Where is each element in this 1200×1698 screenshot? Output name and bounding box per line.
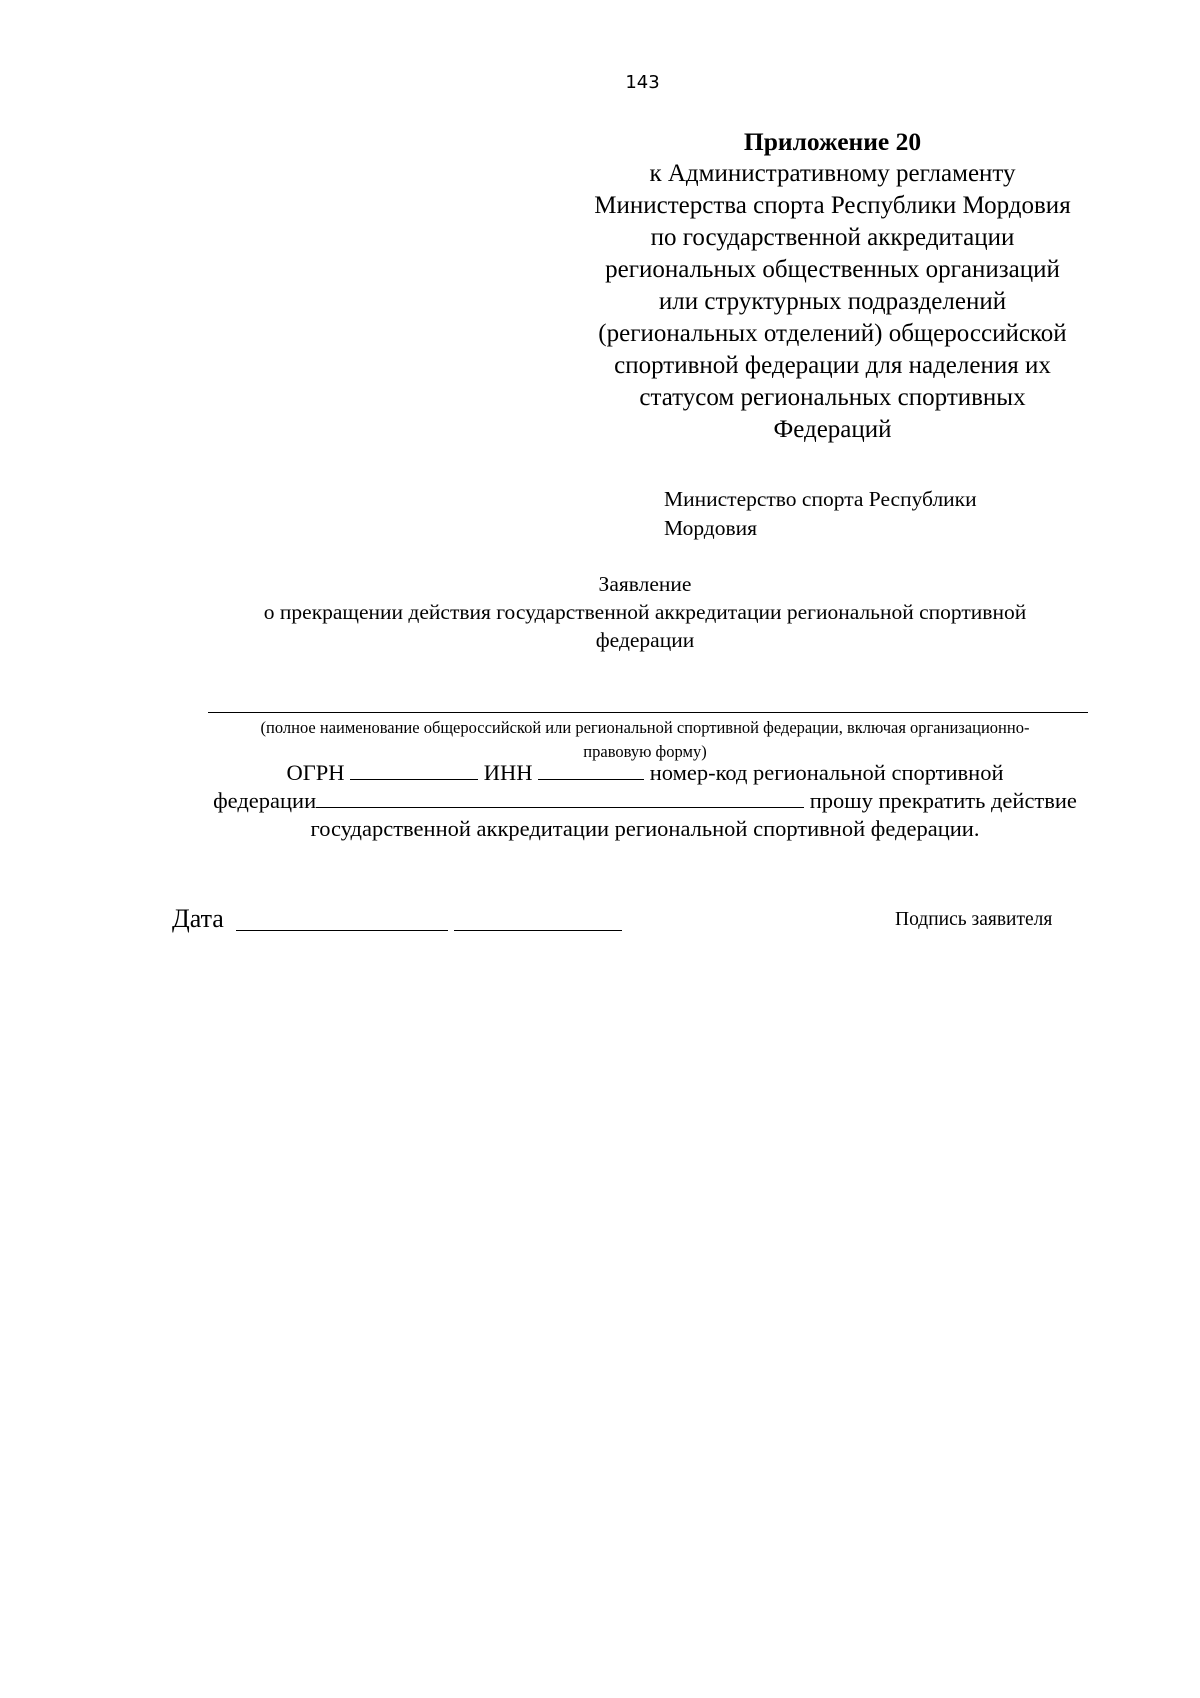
ogrn-field[interactable] [350,759,478,780]
appendix-line: Федераций [773,416,892,443]
organization-name-caption [160,716,1130,764]
ogrn-label: ОГРН [286,760,345,785]
ogrn-inn-line [160,759,1130,787]
appendix-line: к Административному регламенту [649,160,1016,187]
statement-subtitle-line: о прекращении действия государственной аккредитации региональной спортивной [263,600,1027,624]
federation-label: федерации [213,788,317,813]
appendix-line: или структурных подразделений [658,288,1007,315]
appendix-line: спортивной федерации для наделения их [614,352,1051,379]
appendix-line: статусом региональных спортивных [639,384,1026,411]
code-label: номер-код региональной спортивной [649,760,1004,785]
appendix-title: Приложение 20 [743,127,922,156]
organization-name-field[interactable] [208,712,1088,713]
signature-label: Подпись заявителя [895,909,1053,930]
appendix-line: Министерства спорта Республики Мордовия [594,192,1071,219]
date-field[interactable] [236,930,448,931]
date-label: Дата [172,904,224,933]
signature-field[interactable] [454,930,622,931]
inn-label: ИНН [483,760,533,785]
statement-heading [160,570,1130,654]
addressee-line: Мордовия [664,516,758,540]
request-text: прошу прекратить действие [809,788,1077,813]
addressee-block [664,485,977,543]
appendix-line: по государственной аккредитации [650,224,1015,251]
federation-code-field[interactable] [316,787,804,808]
statement-subtitle-line: федерации [595,628,695,652]
addressee-line: Министерство спорта Республики [664,487,977,511]
federation-code-line [160,787,1130,815]
caption-line: правовую форму) [583,742,707,761]
appendix-line: (региональных отделений) общероссийской [598,320,1067,347]
page-number: 143 [625,72,660,93]
closing-line: государственной аккредитации региональной спортивной федерации. [310,816,980,841]
caption-line: (полное наименование общероссийской или региональной спортивной федерации, включая организационно- [260,718,1030,737]
inn-field[interactable] [538,759,644,780]
appendix-line: региональных общественных организаций [605,256,1060,283]
appendix-header [560,126,1105,446]
statement-title: Заявление [598,572,692,596]
